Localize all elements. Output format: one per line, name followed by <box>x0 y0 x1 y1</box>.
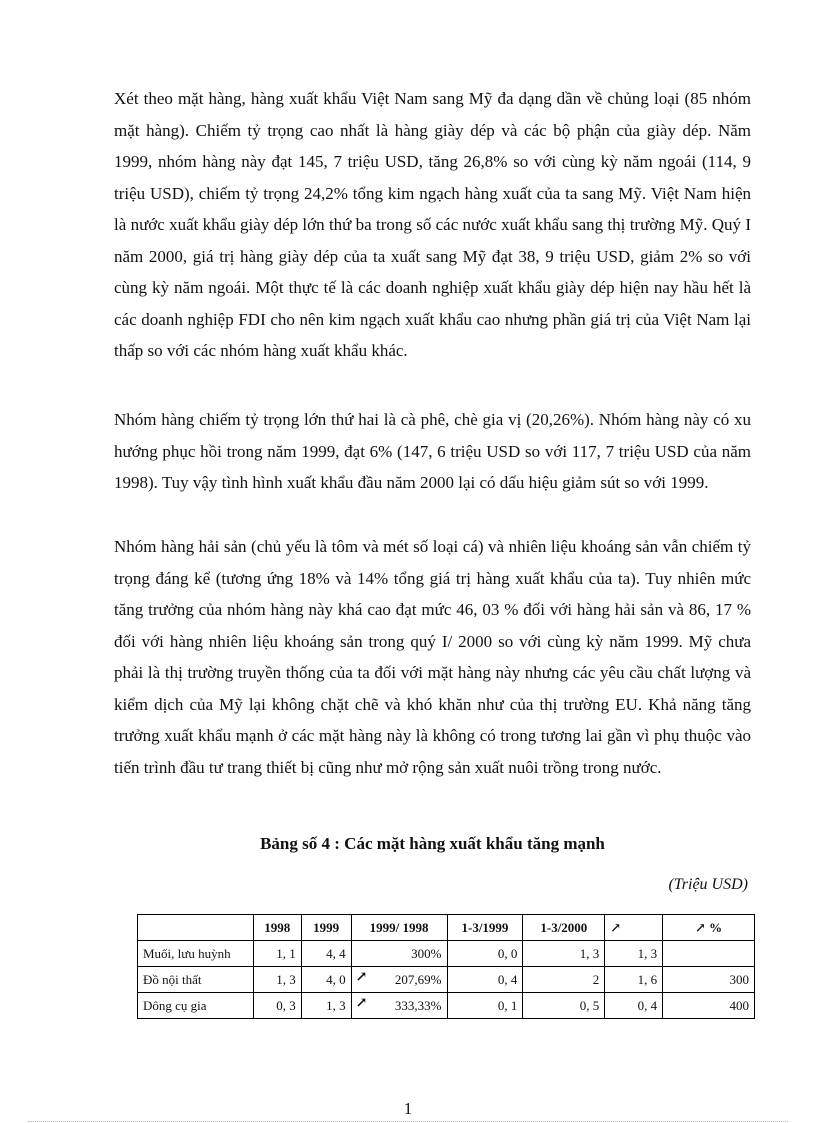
cell-increase: 1, 6 <box>605 967 663 993</box>
cell-ratio-wrapper <box>351 993 447 1019</box>
up-arrow-icon: ↗ <box>355 996 368 1011</box>
cell-1999: 1, 3 <box>301 993 351 1019</box>
cell-q1999: 0, 1 <box>447 993 523 1019</box>
header-cell: 1999 <box>301 915 351 941</box>
table-unit: (Triệu USD) <box>668 876 748 893</box>
cell-q2000: 2 <box>523 967 605 993</box>
page-number: 1 <box>403 1099 413 1118</box>
cell-increase: 0, 4 <box>605 993 663 1019</box>
paragraph-seafood-fuel: Nhóm hàng hải sản (chủ yếu là tôm và mét số loại cá) và nhiên liệu khoáng sản vẫn chiếm tỷ trọng đáng kể (tương ứng 18% và 14% tổng giá trị hàng xuất khẩu của ta). Tuy nhiên mức tăng trưởng của nhóm hàng này khá cao đạt mức 46, 03 % đối với hàng hải sản và 86, 17 % đối với hàng nhiên liệu khoáng sản trong quý I/ 2000 so với cùng kỳ năm 1999. Mỹ chưa phải là thị trường truyền thống của ta đối với mặt hàng này nhưng các yêu cầu chất lượng và kiểm dịch của Mỹ lại không chặt chẽ và khó khăn như của thị trường EU. Khả năng tăng trưởng xuất khẩu mạnh ở các mặt hàng này là không có trong tương lai gần vì phụ thuộc vào tiến trình đầu tư trang thiết bị cũng như mở rộng sản xuất nuôi trồng trong nước. <box>114 537 751 777</box>
cell-percent <box>663 941 755 967</box>
header-cell-percent: ↗ % <box>663 915 755 941</box>
header-cell: 1998 <box>253 915 301 941</box>
cell-ratio: 207,69% <box>394 971 442 987</box>
up-arrow-icon: ↗ <box>355 970 368 985</box>
row-name: Dông cụ gia <box>138 993 254 1019</box>
cell-increase: 1, 3 <box>605 941 663 967</box>
paragraph-coffee: Nhóm hàng chiếm tỷ trọng lớn thứ hai là cà phê, chè gia vị (20,26%). Nhóm hàng này có xu hướng phục hồi trong năm 1999, đạt 6% (147, 6 triệu USD so với 117, 7 triệu USD của năm 1998). Tuy vậy tình hình xuất khẩu đầu năm 2000 lại có dấu hiệu giảm sút so với 1999. <box>114 410 751 492</box>
table-caption: Bảng số 4 : Các mặt hàng xuất khẩu tăng mạnh <box>260 834 605 853</box>
cell-1998: 0, 3 <box>253 993 301 1019</box>
export-growth-table <box>137 914 755 1019</box>
table-row <box>138 967 755 993</box>
paragraph-footwear: Xét theo mặt hàng, hàng xuất khẩu Việt Nam sang Mỹ đa dạng dần về chủng loại (85 nhóm mặt hàng). Chiếm tỷ trọng cao nhất là hàng giày dép và các bộ phận của giày dép. Năm 1999, nhóm hàng này đạt 145, 7 triệu USD, tăng 26,8% so với cùng kỳ năm ngoái (114, 9 triệu USD), chiếm tỷ trọng 24,2% tổng kim ngạch hàng xuất của ta sang Mỹ. Việt Nam hiện là nước xuất khẩu giày dép lớn thứ ba trong số các nước xuất khẩu sang thị trường Mỹ. Quý I năm 2000, giá trị hàng giày dép của ta xuất sang Mỹ đạt 38, 9 triệu USD, giảm 2% so với cùng kỳ năm ngoái. Một thực tế là các doanh nghiệp xuất khẩu giày dép hiện nay hầu hết là các doanh nghiệp FDI cho nên kim ngạch xuất khẩu cao nhưng phần giá trị của Việt Nam lại thấp so với các nhóm hàng xuất khẩu khác. <box>114 89 751 360</box>
cell-1999: 4, 0 <box>301 967 351 993</box>
cell-percent: 400 <box>663 993 755 1019</box>
cell-1999: 4, 4 <box>301 941 351 967</box>
footer-divider <box>28 1121 788 1122</box>
cell-ratio-wrapper <box>351 967 447 993</box>
cell-q2000: 0, 5 <box>523 993 605 1019</box>
table-row <box>138 941 755 967</box>
header-cell: 1-3/2000 <box>523 915 605 941</box>
cell-ratio: 333,33% <box>394 997 442 1013</box>
cell-q2000: 1, 3 <box>523 941 605 967</box>
header-cell: 1-3/1999 <box>447 915 523 941</box>
cell-1998: 1, 1 <box>253 941 301 967</box>
row-name: Muối, lưu huỳnh <box>138 941 254 967</box>
cell-q1999: 0, 4 <box>447 967 523 993</box>
cell-1998: 1, 3 <box>253 967 301 993</box>
table-row <box>138 993 755 1019</box>
table-header-row <box>138 915 755 941</box>
cell-percent: 300 <box>663 967 755 993</box>
header-cell: 1999/ 1998 <box>351 915 447 941</box>
cell-q1999: 0, 0 <box>447 941 523 967</box>
row-name: Đồ nội thất <box>138 967 254 993</box>
cell-ratio: 300% <box>351 941 447 967</box>
header-cell <box>138 915 254 941</box>
header-cell-increase: ↗ <box>605 915 663 941</box>
